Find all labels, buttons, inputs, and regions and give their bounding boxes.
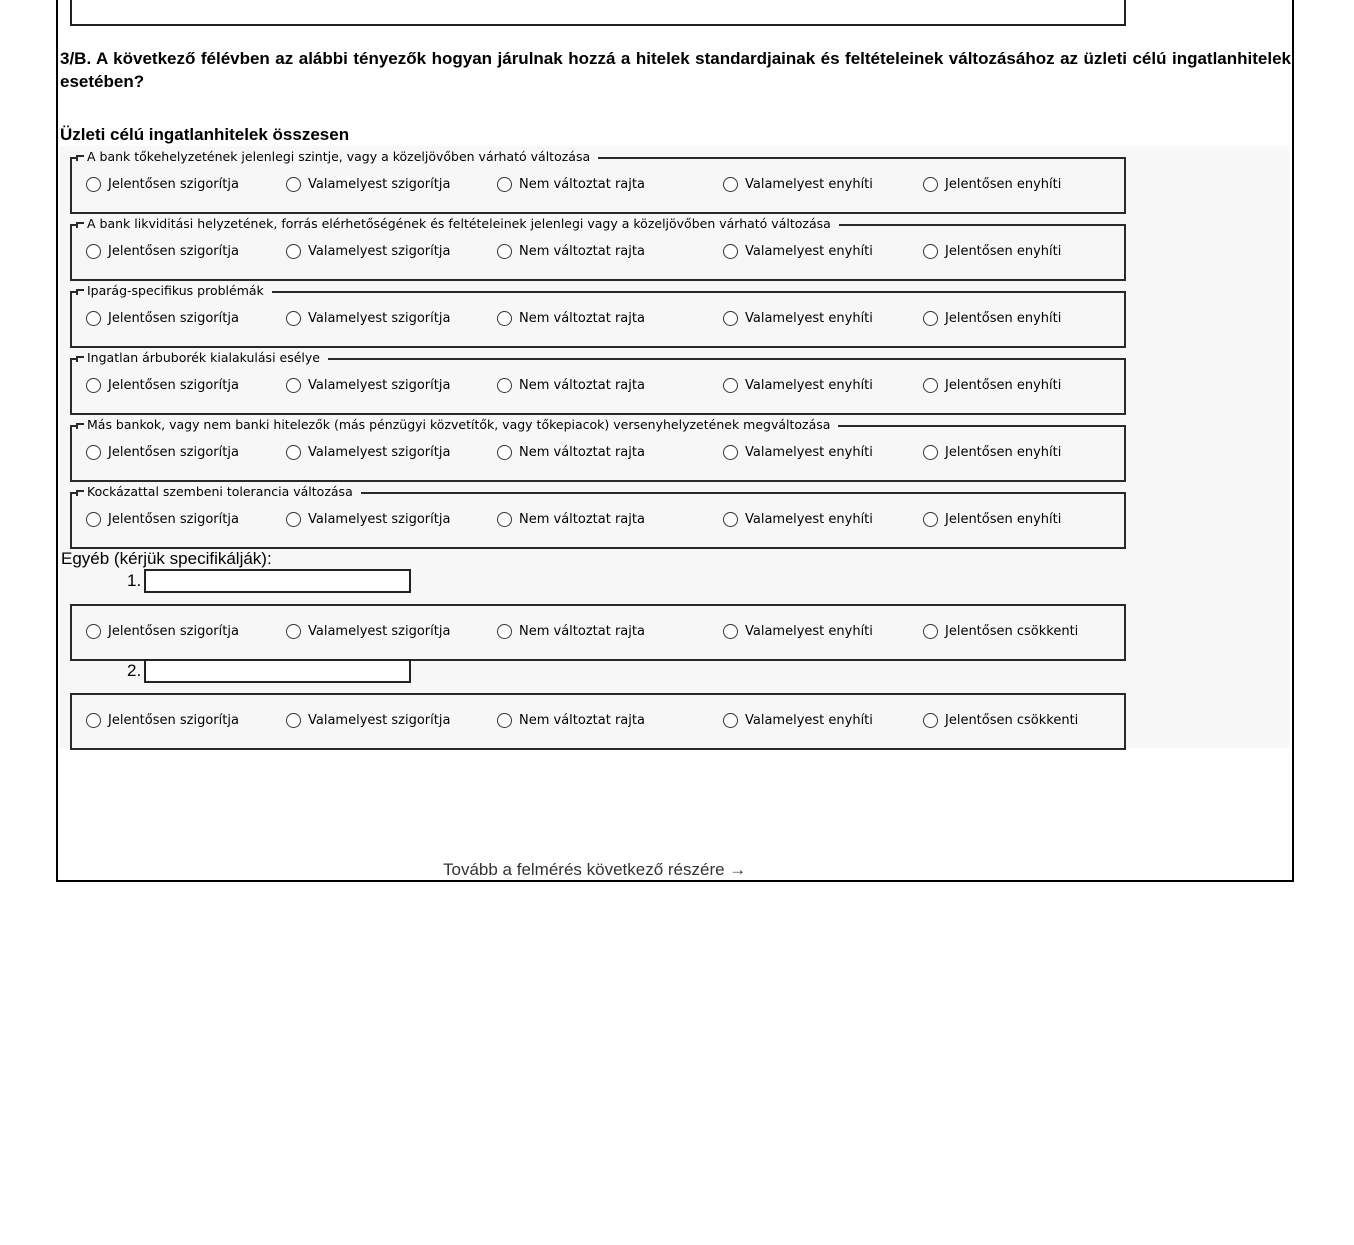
factor-2-option-1[interactable] bbox=[86, 241, 239, 261]
radio-button[interactable] bbox=[497, 445, 512, 460]
radio-label: Jelentősen csökkenti bbox=[945, 623, 1079, 639]
factor-legend: A bank likviditási helyzetének, forrás elérhetőségének és feltételeinek jelenlegi vagy a közeljövőben várható változása bbox=[76, 216, 839, 232]
factor-group bbox=[70, 149, 1126, 214]
factor-6-option-5[interactable] bbox=[923, 509, 1061, 529]
radio-button[interactable] bbox=[923, 378, 938, 393]
factor-5-option-5[interactable] bbox=[923, 442, 1061, 462]
other-item-2-number: 2. bbox=[127, 661, 142, 680]
radio-button[interactable] bbox=[286, 624, 301, 639]
factor-6-option-1[interactable] bbox=[86, 509, 239, 529]
radio-label: Nem változtat rajta bbox=[519, 511, 645, 527]
radio-button[interactable] bbox=[86, 177, 101, 192]
other-2-option-4[interactable] bbox=[723, 710, 873, 730]
other-2-option-5[interactable] bbox=[923, 710, 1078, 730]
radio-button[interactable] bbox=[723, 378, 738, 393]
radio-button[interactable] bbox=[86, 311, 101, 326]
factor-legend: A bank tőkehelyzetének jelenlegi szintje, vagy a közeljövőben várható változása bbox=[76, 149, 598, 165]
radio-label: Jelentősen enyhíti bbox=[945, 511, 1062, 527]
radio-button[interactable] bbox=[497, 378, 512, 393]
radio-button[interactable] bbox=[86, 624, 101, 639]
factor-2-option-4[interactable] bbox=[723, 241, 873, 261]
factor-5-option-3[interactable] bbox=[497, 442, 645, 462]
radio-label: Jelentősen enyhíti bbox=[945, 444, 1062, 460]
radio-button[interactable] bbox=[923, 512, 938, 527]
factor-5-option-1[interactable] bbox=[86, 442, 239, 462]
factor-legend: Iparág-specifikus problémák bbox=[76, 283, 272, 299]
radio-label: Jelentősen szigorítja bbox=[108, 444, 239, 460]
factor-5-option-2[interactable] bbox=[286, 442, 450, 462]
factor-group bbox=[70, 350, 1126, 415]
radio-button[interactable] bbox=[723, 713, 738, 728]
section-title: Üzleti célú ingatlanhitelek összesen bbox=[60, 125, 350, 144]
other-item-2-input[interactable] bbox=[144, 659, 411, 683]
radio-label: Valamelyest enyhíti bbox=[745, 623, 873, 639]
radio-label: Valamelyest szigorítja bbox=[308, 712, 451, 728]
factor-2-option-2[interactable] bbox=[286, 241, 450, 261]
radio-button[interactable] bbox=[723, 624, 738, 639]
other-1-option-5[interactable] bbox=[923, 621, 1078, 641]
factor-1-option-4[interactable] bbox=[723, 174, 873, 194]
factor-3-option-1[interactable] bbox=[86, 308, 239, 328]
factor-1-option-5[interactable] bbox=[923, 174, 1061, 194]
factor-4-option-1[interactable] bbox=[86, 375, 239, 395]
radio-button[interactable] bbox=[286, 445, 301, 460]
radio-label: Valamelyest enyhíti bbox=[745, 511, 873, 527]
factor-3-option-3[interactable] bbox=[497, 308, 645, 328]
other-1-option-2[interactable] bbox=[286, 621, 450, 641]
radio-label: Jelentősen szigorítja bbox=[108, 243, 239, 259]
factor-legend: Ingatlan árbuborék kialakulási esélye bbox=[76, 350, 328, 366]
radio-button[interactable] bbox=[723, 244, 738, 259]
radio-button[interactable] bbox=[923, 311, 938, 326]
radio-label: Valamelyest szigorítja bbox=[308, 623, 451, 639]
radio-button[interactable] bbox=[497, 713, 512, 728]
radio-label: Nem változtat rajta bbox=[519, 243, 645, 259]
factor-2-option-3[interactable] bbox=[497, 241, 645, 261]
radio-button[interactable] bbox=[497, 244, 512, 259]
factor-4-option-5[interactable] bbox=[923, 375, 1061, 395]
radio-label: Valamelyest enyhíti bbox=[745, 176, 873, 192]
factor-1-option-2[interactable] bbox=[286, 174, 450, 194]
radio-label: Nem változtat rajta bbox=[519, 623, 645, 639]
radio-label: Valamelyest enyhíti bbox=[745, 310, 873, 326]
radio-label: Nem változtat rajta bbox=[519, 377, 645, 393]
radio-label: Valamelyest enyhíti bbox=[745, 243, 873, 259]
factor-6-option-4[interactable] bbox=[723, 509, 873, 529]
other-2-option-3[interactable] bbox=[497, 710, 645, 730]
radio-button[interactable] bbox=[86, 512, 101, 527]
radio-button[interactable] bbox=[286, 713, 301, 728]
other-group bbox=[70, 604, 1126, 661]
other-2-option-1[interactable] bbox=[86, 710, 239, 730]
factor-group bbox=[70, 484, 1126, 549]
radio-label: Valamelyest szigorítja bbox=[308, 444, 451, 460]
factor-3-option-5[interactable] bbox=[923, 308, 1061, 328]
radio-button[interactable] bbox=[286, 512, 301, 527]
factor-3-option-2[interactable] bbox=[286, 308, 450, 328]
factor-1-option-3[interactable] bbox=[497, 174, 645, 194]
radio-button[interactable] bbox=[723, 445, 738, 460]
other-1-option-1[interactable] bbox=[86, 621, 239, 641]
radio-button[interactable] bbox=[286, 177, 301, 192]
other-1-option-4[interactable] bbox=[723, 621, 873, 641]
radio-label: Jelentősen szigorítja bbox=[108, 310, 239, 326]
radio-label: Valamelyest szigorítja bbox=[308, 176, 451, 192]
other-item-1-number: 1. bbox=[127, 571, 142, 590]
factor-4-option-2[interactable] bbox=[286, 375, 450, 395]
radio-button[interactable] bbox=[923, 445, 938, 460]
factor-4-option-4[interactable] bbox=[723, 375, 873, 395]
radio-button[interactable] bbox=[497, 624, 512, 639]
radio-button[interactable] bbox=[497, 311, 512, 326]
factor-1-option-1[interactable] bbox=[86, 174, 239, 194]
radio-button[interactable] bbox=[86, 445, 101, 460]
factor-legend: Más bankok, vagy nem banki hitelezők (más pénzügyi közvetítők, vagy tőkepiacok) versenyhelyzetének megváltozása bbox=[76, 417, 838, 433]
radio-button[interactable] bbox=[923, 624, 938, 639]
radio-button[interactable] bbox=[723, 177, 738, 192]
other-2-option-2[interactable] bbox=[286, 710, 450, 730]
radio-label: Valamelyest szigorítja bbox=[308, 511, 451, 527]
radio-label: Jelentősen csökkenti bbox=[945, 712, 1079, 728]
radio-label: Nem változtat rajta bbox=[519, 310, 645, 326]
radio-button[interactable] bbox=[86, 378, 101, 393]
radio-label: Nem változtat rajta bbox=[519, 444, 645, 460]
radio-label: Jelentősen szigorítja bbox=[108, 623, 239, 639]
factor-legend: Kockázattal szembeni tolerancia változása bbox=[76, 484, 361, 500]
radio-button[interactable] bbox=[286, 311, 301, 326]
other-1-option-3[interactable] bbox=[497, 621, 645, 641]
factor-group bbox=[70, 417, 1126, 482]
radio-label: Jelentősen enyhíti bbox=[945, 377, 1062, 393]
factor-6-option-3[interactable] bbox=[497, 509, 645, 529]
factor-5-option-4[interactable] bbox=[723, 442, 873, 462]
radio-label: Valamelyest enyhíti bbox=[745, 712, 873, 728]
previous-question-box bbox=[70, 0, 1126, 26]
radio-button[interactable] bbox=[286, 244, 301, 259]
radio-label: Nem változtat rajta bbox=[519, 176, 645, 192]
radio-label: Valamelyest szigorítja bbox=[308, 310, 451, 326]
factor-3-option-4[interactable] bbox=[723, 308, 873, 328]
factor-4-option-3[interactable] bbox=[497, 375, 645, 395]
radio-label: Jelentősen szigorítja bbox=[108, 712, 239, 728]
other-group bbox=[70, 693, 1126, 750]
radio-button[interactable] bbox=[286, 378, 301, 393]
radio-button[interactable] bbox=[923, 244, 938, 259]
radio-button[interactable] bbox=[497, 512, 512, 527]
radio-button[interactable] bbox=[497, 177, 512, 192]
radio-button[interactable] bbox=[723, 512, 738, 527]
radio-label: Valamelyest szigorítja bbox=[308, 377, 451, 393]
question-title: 3/B. A következő félévben az alábbi tényezők hogyan járulnak hozzá a hitelek standardjainak és feltételeinek változásához az üzleti célú ingatlanhitelek esetében? bbox=[60, 49, 1291, 91]
radio-label: Valamelyest enyhíti bbox=[745, 377, 873, 393]
radio-label: Jelentősen enyhíti bbox=[945, 243, 1062, 259]
radio-button[interactable] bbox=[923, 713, 938, 728]
next-section-link[interactable]: Tovább a felmérés következő részére → bbox=[443, 860, 747, 879]
radio-label: Jelentősen szigorítja bbox=[108, 377, 239, 393]
radio-button[interactable] bbox=[86, 713, 101, 728]
radio-label: Jelentősen szigorítja bbox=[108, 176, 239, 192]
radio-label: Nem változtat rajta bbox=[519, 712, 645, 728]
radio-label: Valamelyest szigorítja bbox=[308, 243, 451, 259]
radio-label: Jelentősen szigorítja bbox=[108, 511, 239, 527]
radio-button[interactable] bbox=[723, 311, 738, 326]
factor-2-option-5[interactable] bbox=[923, 241, 1061, 261]
factor-group bbox=[70, 283, 1126, 348]
other-label: Egyéb (kérjük specifikálják): bbox=[61, 549, 272, 568]
radio-label: Jelentősen enyhíti bbox=[945, 176, 1062, 192]
radio-button[interactable] bbox=[923, 177, 938, 192]
radio-label: Jelentősen enyhíti bbox=[945, 310, 1062, 326]
factor-group bbox=[70, 216, 1126, 281]
factor-6-option-2[interactable] bbox=[286, 509, 450, 529]
radio-button[interactable] bbox=[86, 244, 101, 259]
radio-label: Valamelyest enyhíti bbox=[745, 444, 873, 460]
other-item-1-input[interactable] bbox=[144, 569, 411, 593]
